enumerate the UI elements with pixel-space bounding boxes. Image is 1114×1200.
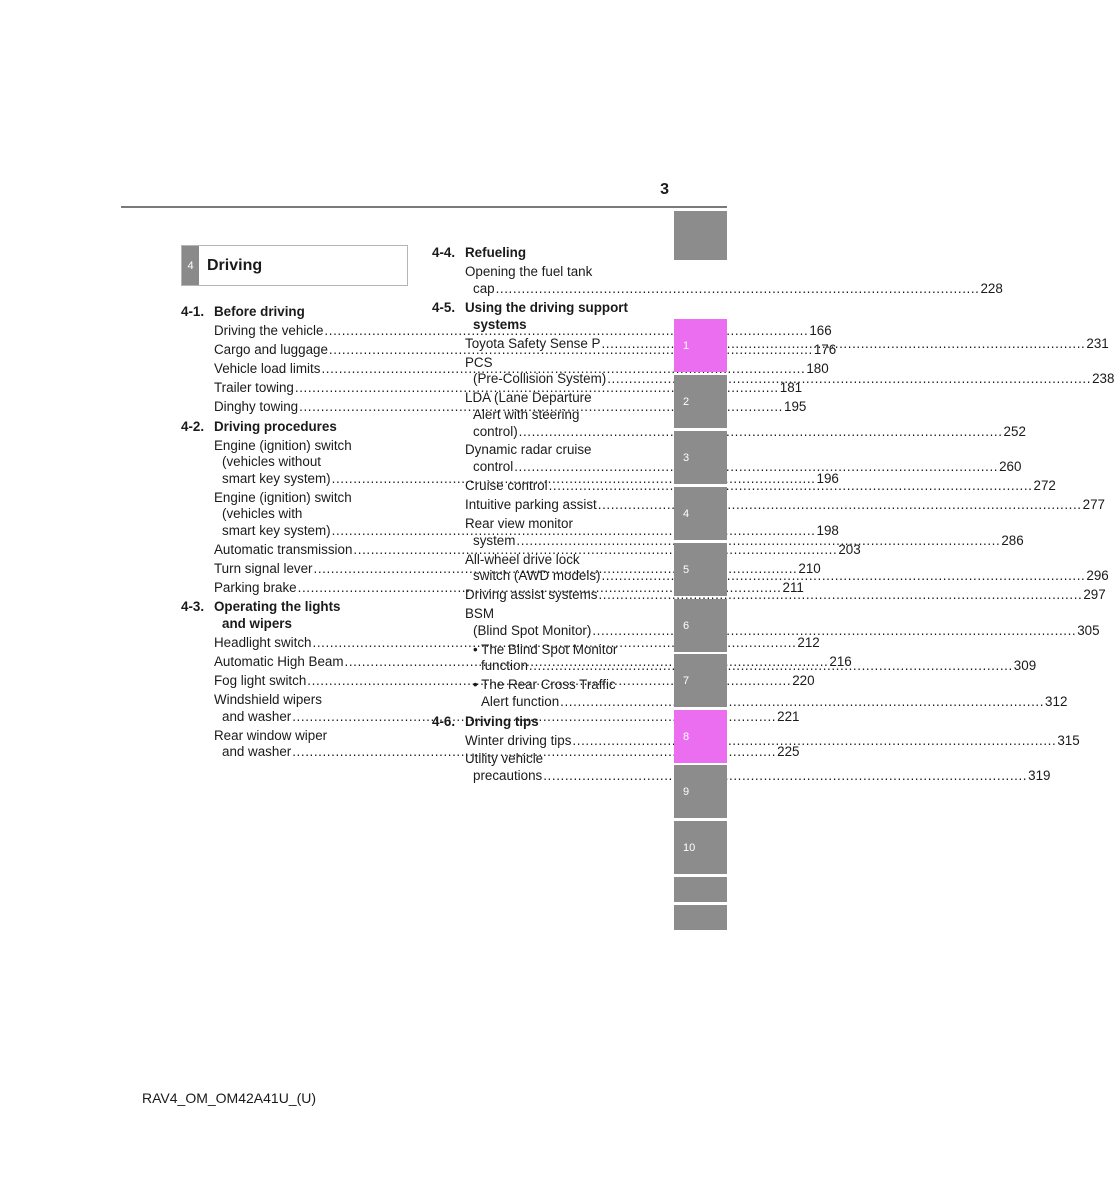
section-title <box>465 714 650 731</box>
toc-entry-line <box>465 622 1100 640</box>
toc-page-number: 297 <box>1083 587 1106 603</box>
chapter-title: Driving <box>207 256 263 274</box>
toc-entry-text: (vehicles without <box>222 454 321 470</box>
chapter-tab[interactable] <box>674 821 727 874</box>
toc-entry-text: Alert with steering <box>473 406 580 422</box>
chapter-number: 4 <box>182 246 199 285</box>
toc-entry-text: Vehicle load limits <box>214 360 321 376</box>
toc-entry-text: Windshield wipers <box>214 691 322 707</box>
toc-entry-text: Fog light switch <box>214 672 307 688</box>
toc-page-number: 272 <box>1033 478 1056 494</box>
dot-leader <box>598 587 1082 602</box>
toc-entry-text: control <box>473 459 514 475</box>
toc-entry-text: Rear window wiper <box>214 727 328 743</box>
toc-entry-text: Headlight switch <box>214 634 312 650</box>
toc-entry-text: Parking brake <box>214 579 297 595</box>
dot-leader <box>549 478 1033 493</box>
toc-entry-text: and washer <box>222 744 292 760</box>
toc-entry-text: function <box>481 658 528 674</box>
chapter-tab-label: 9 <box>683 785 690 798</box>
toc-page-number: 210 <box>798 560 821 576</box>
chapter-tab[interactable] <box>674 431 727 484</box>
chapter-tab[interactable] <box>674 487 727 540</box>
chapter-tab[interactable] <box>674 375 727 428</box>
section-number: 4-4. <box>432 245 456 260</box>
chapter-tab-label: 3 <box>683 451 690 464</box>
toc-entry-text: cap <box>473 280 495 296</box>
chapter-tab[interactable] <box>674 599 727 652</box>
chapter-tab-label: 1 <box>683 339 690 352</box>
section-title-line: Using the driving support <box>465 300 628 316</box>
toc-entry-text: (Pre-Collision System) <box>473 371 607 387</box>
toc-entry-text: PCS <box>465 354 493 370</box>
dot-leader <box>519 424 1003 439</box>
toc-entry-text: Driving the vehicle <box>214 322 324 338</box>
toc-entry-line <box>465 732 1080 750</box>
section-title-line: and wipers <box>222 616 292 631</box>
toc-page-number: 220 <box>792 672 815 688</box>
section-title-line: Operating the lights <box>214 599 341 615</box>
section-number: 4-5. <box>432 300 456 316</box>
chapter-header <box>181 245 408 286</box>
toc-page-number: 176 <box>813 341 837 357</box>
dot-leader <box>598 497 1082 512</box>
toc-entry-text: Intuitive parking assist <box>465 497 597 513</box>
footer-doc-code: RAV4_OM_OM42A41U_(U) <box>142 1090 317 1106</box>
section-title <box>214 304 400 321</box>
toc-page-number: 211 <box>782 579 804 595</box>
toc-entry-text: All-wheel drive lock <box>465 551 580 567</box>
chapter-tab-label: 10 <box>683 841 696 854</box>
toc-page-number: 221 <box>777 708 800 724</box>
toc-page-number: 196 <box>816 470 839 486</box>
chapter-tab[interactable] <box>674 710 727 763</box>
toc-entry-line <box>465 768 1051 785</box>
toc-entry-line <box>465 423 1026 441</box>
toc-section-heading <box>181 419 400 436</box>
toc-entry[interactable] <box>465 263 1003 297</box>
dot-leader <box>529 658 1013 673</box>
toc-entry-text: Utility vehicle <box>465 751 544 767</box>
toc-section-heading <box>432 714 650 731</box>
section-title <box>465 245 650 262</box>
section-title-line: Refueling <box>465 245 527 260</box>
section-title <box>465 300 650 333</box>
toc-entry-text: and washer <box>222 708 292 724</box>
section-title-line: systems <box>473 316 527 332</box>
toc-page-number: 286 <box>1001 532 1024 548</box>
toc-page-number: 181 <box>779 379 803 395</box>
header-rule <box>121 206 727 208</box>
toc-entry-text: Dynamic radar cruise <box>465 442 592 458</box>
toc-section-heading <box>181 304 400 321</box>
dot-leader <box>496 281 980 296</box>
toc-entry[interactable] <box>465 606 1100 639</box>
section-number: 4-6. <box>432 713 456 729</box>
toc-page-number: 228 <box>980 280 1003 296</box>
toc-page-number: 216 <box>829 653 852 669</box>
toc-entry-text: smart key system) <box>222 522 331 538</box>
toc-page-number: 203 <box>838 541 861 557</box>
dot-leader <box>572 730 1056 748</box>
toc-page-number: 252 <box>1003 423 1026 439</box>
toc-entry-text: Automatic transmission <box>214 541 353 557</box>
chapter-tab[interactable] <box>674 211 727 260</box>
dot-leader <box>560 694 1044 709</box>
toc-page-number: 260 <box>999 459 1022 475</box>
section-number: 4-1. <box>181 304 205 319</box>
toc-page-number: 166 <box>809 322 832 338</box>
toc-page-number: 225 <box>777 744 800 760</box>
toc-page-number: 312 <box>1045 693 1068 709</box>
chapter-tab[interactable] <box>674 319 727 372</box>
toc-entry-text: LDA (Lane Departure <box>465 390 592 406</box>
chapter-tab[interactable] <box>674 654 727 707</box>
toc-section-heading <box>181 599 400 632</box>
chapter-tab-label: 2 <box>683 395 690 408</box>
toc-entry[interactable] <box>465 442 1022 475</box>
toc-entry-text: precautions <box>473 768 543 784</box>
section-number: 4-3. <box>181 599 205 615</box>
toc-entry-text: switch (AWD models) <box>473 568 601 584</box>
toc-entry-text: Cruise control <box>465 478 548 494</box>
section-title-line: Driving tips <box>465 713 539 729</box>
section-title <box>214 419 400 436</box>
toc-entry-text: BSM <box>465 606 495 622</box>
toc-page-number: 319 <box>1028 768 1051 784</box>
toc-page-number: 296 <box>1086 568 1109 584</box>
toc-entry-text: Toyota Safety Sense P <box>465 335 601 351</box>
toc-entry-text: system <box>473 532 516 548</box>
toc-entry-text: smart key system) <box>222 470 331 486</box>
toc-entry-text: Winter driving tips <box>465 732 572 748</box>
chapter-tab[interactable] <box>674 765 727 818</box>
toc-entry-text: Dinghy towing <box>214 398 299 414</box>
toc-page-number: 195 <box>784 398 807 414</box>
toc-entry-text: Cargo and luggage <box>214 341 328 357</box>
toc-page-number: 198 <box>816 522 839 538</box>
toc-entry-text: Automatic High Beam <box>214 653 344 669</box>
section-number: 4-2. <box>181 418 205 434</box>
chapter-tab-label: 5 <box>683 563 690 576</box>
toc-entry-line <box>465 280 1003 298</box>
dot-leader <box>516 533 1000 548</box>
toc-entry-text: Driving assist systems <box>465 587 598 603</box>
toc-entry[interactable] <box>465 732 1080 750</box>
chapter-tab-label: 8 <box>683 730 690 743</box>
toc-page-number: 309 <box>1013 658 1037 674</box>
page-number: 3 <box>660 181 669 198</box>
toc-entry-text: control) <box>473 423 518 439</box>
toc-entry-text: Alert function <box>481 693 560 709</box>
dot-leader <box>543 768 1027 783</box>
section-title-line: Before driving <box>214 304 305 319</box>
dot-leader <box>592 623 1076 638</box>
toc-entry-text: • The Blind Spot Monitor <box>473 641 618 657</box>
toc-entry[interactable] <box>465 497 1105 514</box>
toc-page-number: 238 <box>1092 371 1114 387</box>
section-title <box>214 599 400 632</box>
toc-page-number: 180 <box>806 360 829 376</box>
toc-entry-text: • The Rear Cross Traffic <box>473 677 616 693</box>
toc-section-heading <box>432 245 650 262</box>
chapter-tab[interactable] <box>674 877 727 902</box>
toc-entry-text: (vehicles with <box>222 506 303 522</box>
toc-page-number: 212 <box>797 634 820 650</box>
toc-entry-text: Rear view monitor <box>465 516 573 532</box>
toc-section-heading <box>432 300 650 333</box>
dot-leader <box>514 459 998 474</box>
chapter-tab-label: 6 <box>683 619 690 632</box>
chapter-tab[interactable] <box>674 905 727 930</box>
toc-entry-text: Engine (ignition) switch <box>214 437 352 453</box>
toc-page-number: 315 <box>1057 732 1080 748</box>
toc-entry-line <box>465 693 1068 711</box>
toc-page-number: 305 <box>1077 622 1100 638</box>
section-title-line: Driving procedures <box>214 418 337 434</box>
toc-entry-text: Engine (ignition) switch <box>214 489 352 505</box>
toc-page-number: 231 <box>1086 335 1109 351</box>
toc-entry-text: (Blind Spot Monitor) <box>473 622 592 638</box>
chapter-tab-label: 7 <box>683 674 690 687</box>
chapter-tab[interactable] <box>674 543 727 596</box>
toc-entry-line <box>465 459 1022 476</box>
toc-entry-text: Opening the fuel tank <box>465 263 593 279</box>
chapter-tab-label: 4 <box>683 507 690 520</box>
toc-entry-text: Turn signal lever <box>214 560 313 576</box>
toc-entry-line <box>465 497 1105 514</box>
toc-page-number: 277 <box>1082 497 1105 513</box>
toc-entry-text: Trailer towing <box>214 379 294 395</box>
